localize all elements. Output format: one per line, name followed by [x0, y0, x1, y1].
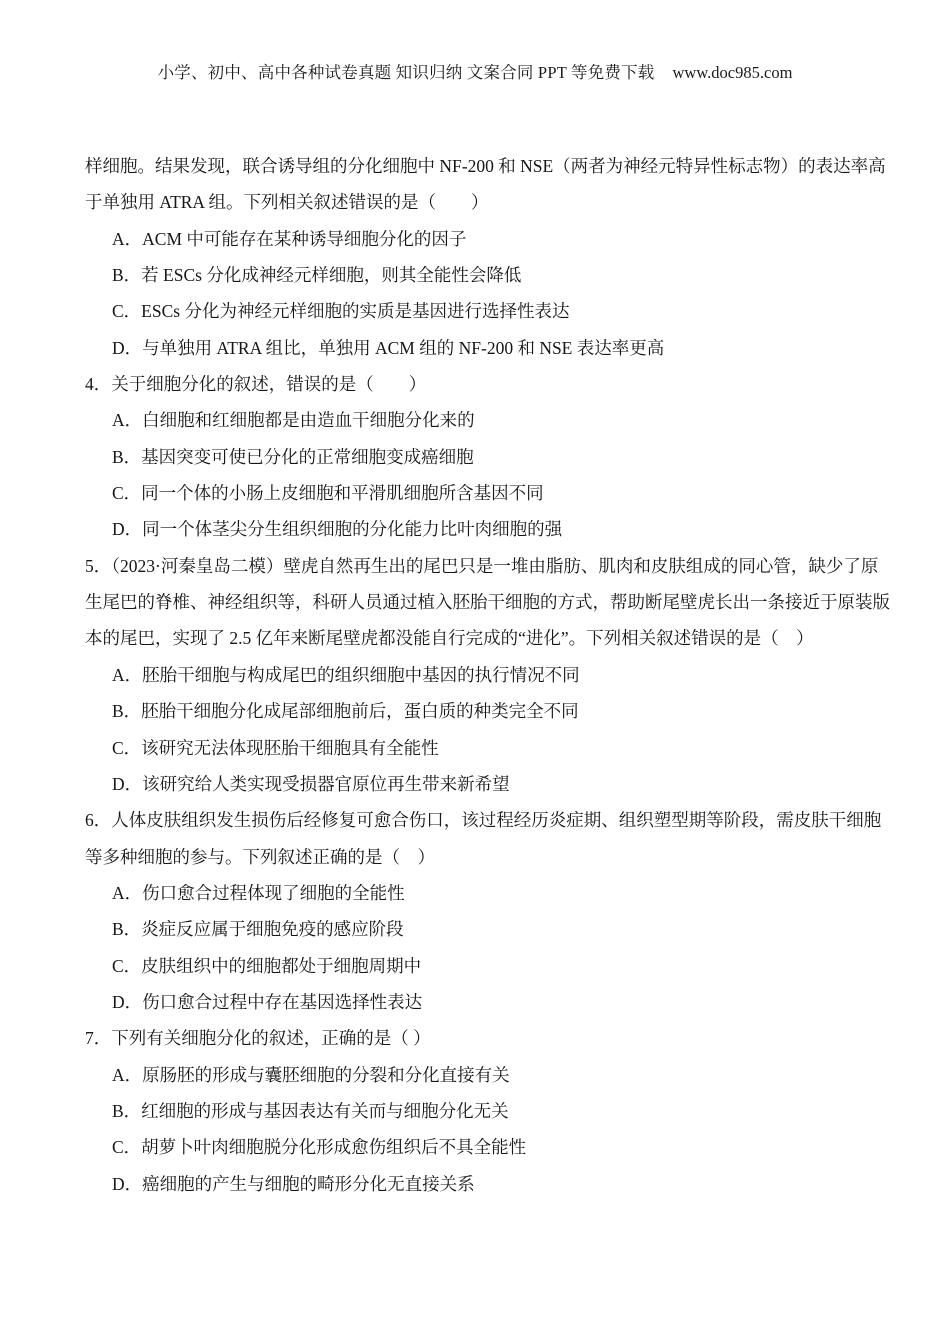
q5-option-c: C．该研究无法体现胚胎干细胞具有全能性 — [112, 737, 439, 758]
q7-option-b: B．红细胞的形成与基因表达有关而与细胞分化无关 — [112, 1100, 509, 1121]
q6-option-d: D．伤口愈合过程中存在基因选择性表达 — [112, 991, 423, 1012]
q3-option-b: B．若 ESCs 分化成神经元样细胞，则其全能性会降低 — [112, 265, 522, 286]
q4-option-d: D．同一个体茎尖分生组织细胞的分化能力比叶肉细胞的强 — [112, 519, 563, 540]
q7-option-d: D．癌细胞的产生与细胞的畸形分化无直接关系 — [112, 1173, 475, 1194]
q4-option-c: C．同一个体的小肠上皮细胞和平滑肌细胞所含基因不同 — [112, 483, 544, 504]
q3-option-d: D．与单独用 ATRA 组比，单独用 ACM 组的 NF-200 和 NSE 表达率更高 — [112, 337, 665, 358]
q3-option-c: C．ESCs 分化为神经元样细胞的实质是基因进行选择性表达 — [112, 301, 570, 322]
q6-stem-line-1: 6．人体皮肤组织发生损伤后经修复可愈合伤口，该过程经历炎症期、组织塑型期等阶段，需皮肤干细胞 — [85, 810, 882, 831]
q7-option-c: C．胡萝卜叶肉细胞脱分化形成愈伤组织后不具全能性 — [112, 1137, 527, 1158]
q7-stem: 7．下列有关细胞分化的叙述，正确的是（ ） — [85, 1028, 431, 1049]
page-header — [0, 62, 950, 84]
website-url: www.doc985.com — [672, 63, 793, 82]
q6-option-b: B．炎症反应属于细胞免疫的感应阶段 — [112, 919, 404, 940]
q5-stem-line-3: 本的尾巴，实现了 2.5 亿年来断尾壁虎都没能自行完成的“进化”。下列相关叙述错误的是（ ） — [85, 628, 814, 649]
q5-option-d: D．该研究给人类实现受损器官原位再生带来新希望 — [112, 773, 510, 794]
q3-stem-line-2: 于单独用 ATRA 组。下列相关叙述错误的是（ ） — [85, 192, 489, 213]
document-body — [85, 148, 913, 1202]
q3-stem-line-1: 样细胞。结果发现，联合诱导组的分化细胞中 NF-200 和 NSE（两者为神经元特异性标志物）的表达率高 — [85, 156, 886, 176]
q5-option-b: B．胚胎干细胞分化成尾部细胞前后，蛋白质的种类完全不同 — [112, 701, 579, 722]
q4-option-a: A．白细胞和红细胞都是由造血干细胞分化来的 — [112, 410, 475, 431]
q7-option-a: A．原肠胚的形成与囊胚细胞的分裂和分化直接有关 — [112, 1064, 510, 1085]
q4-option-b: B．基因突变可使已分化的正常细胞变成癌细胞 — [112, 446, 474, 467]
q5-stem-line-1: 5．（2023·河秦皇岛二模）壁虎自然再生出的尾巴只是一堆由脂肪、肌肉和皮肤组成的同心管，缺少了原 — [85, 555, 879, 576]
q5-option-a: A．胚胎干细胞与构成尾巴的组织细胞中基因的执行情况不同 — [112, 664, 580, 685]
q6-option-a: A．伤口愈合过程体现了细胞的全能性 — [112, 882, 405, 903]
q4-stem: 4．关于细胞分化的叙述，错误的是（ ） — [85, 374, 427, 395]
q6-option-c: C．皮肤组织中的细胞都处于细胞周期中 — [112, 955, 422, 976]
q3-option-a: A．ACM 中可能存在某种诱导细胞分化的因子 — [112, 228, 467, 249]
q6-stem-line-2: 等多种细胞的参与。下列叙述正确的是（ ） — [85, 846, 435, 867]
header-site-info: 小学、初中、高中各种试卷真题 知识归纳 文案合同 PPT 等免费下载 — [157, 63, 655, 82]
q5-stem-line-2: 生尾巴的脊椎、神经组织等，科研人员通过植入胚胎干细胞的方式，帮助断尾壁虎长出一条接近于原装版 — [85, 592, 890, 613]
